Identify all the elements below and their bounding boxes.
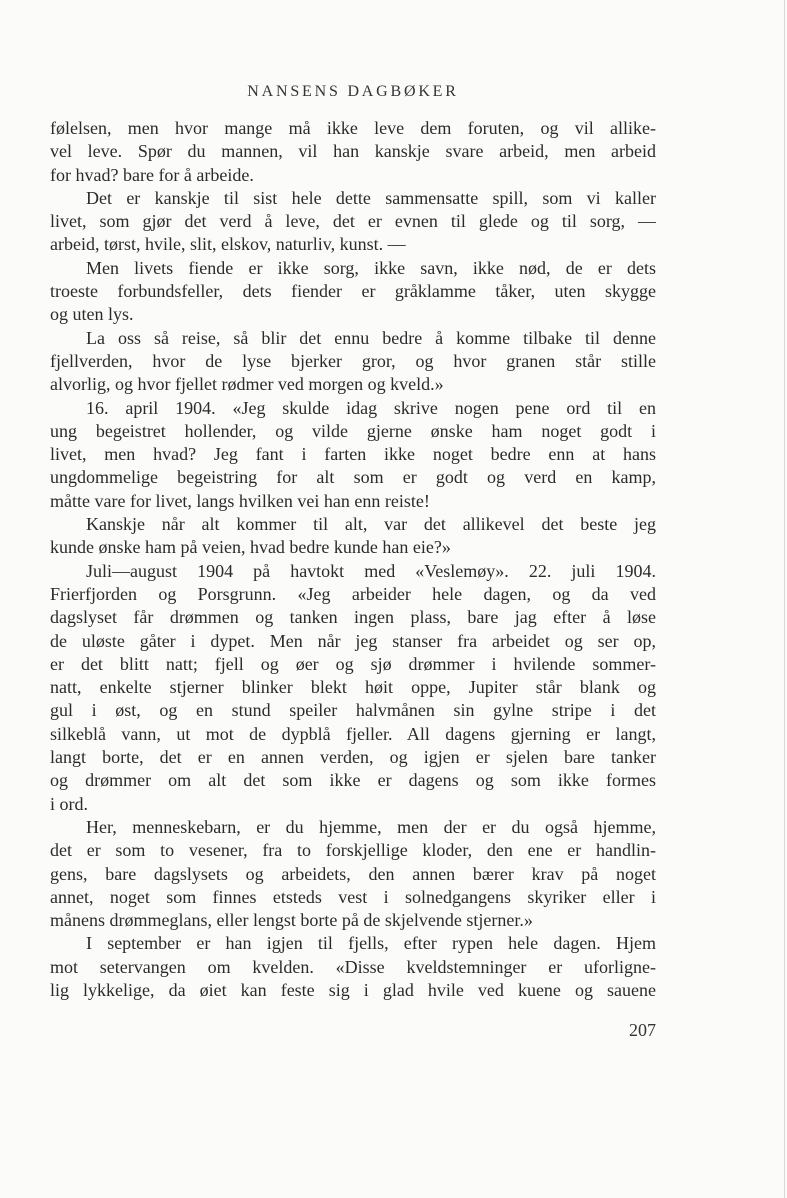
text-line: Kanskje når alt kommer til alt, var det allikevel det beste jeg	[86, 514, 656, 535]
text-line: mot setervangen om kvelden. «Disse kveldstemninger er uforligne-	[50, 956, 656, 977]
text-line: ungdommelige begeistring for alt som er godt og verd en kamp,	[50, 467, 656, 488]
text-line: er det blitt natt; fjell og øer og sjø drømmer i hvilende sommer-	[50, 653, 656, 674]
text-line: silkeblå vann, ut mot de dypblå fjeller. All dagens gjerning er langt,	[50, 723, 656, 744]
text-line: 16. april 1904. «Jeg skulde idag skrive nogen pene ord til en	[86, 397, 656, 418]
text-line: troeste forbundsfeller, dets fiender er gråklamme tåker, uten skygge	[50, 281, 656, 302]
text-line: og uten lys.	[50, 304, 134, 325]
text-line: langt borte, det er en annen verden, og igjen er sjelen bare tanker	[50, 747, 656, 768]
text-line: vel leve. Spør du mannen, vil han kanskje svare arbeid, men arbeid	[50, 141, 656, 162]
text-line: I september er han igjen til fjells, efter rypen hele dagen. Hjem	[86, 933, 656, 954]
running-title: NANSENS DAGBØKER	[247, 83, 459, 100]
text-line: og drømmer om alt det som ikke er dagens og som ikke formes	[50, 770, 656, 791]
text-line: livet, men hvad? Jeg fant i farten ikke noget bedre enn at hans	[50, 444, 656, 465]
text-line: i ord.	[50, 793, 88, 814]
text-line: annet, noget som finnes etsteds vest i solnedgangens skyriker eller i	[50, 886, 656, 907]
page-edge	[784, 0, 785, 1198]
page-number: 207	[629, 1020, 656, 1040]
text-line: Men livets fiende er ikke sorg, ikke savn, ikke nød, de er dets	[86, 257, 656, 278]
text-line: alvorlig, og hvor fjellet rødmer ved morgen og kveld.»	[50, 374, 444, 395]
text-line: Frierfjorden og Porsgrunn. «Jeg arbeider hele dagen, og da ved	[50, 583, 656, 604]
text-line: livet, som gjør det verd å leve, det er evnen til glede og til sorg, —	[50, 211, 656, 232]
text-line: dagslyset får drømmen og tanken ingen plass, bare jag efter å løse	[50, 607, 656, 628]
text-line: Juli—august 1904 på havtokt med «Veslemøy». 22. juli 1904.	[86, 560, 656, 581]
text-line: Det er kanskje til sist hele dette sammensatte spill, som vi kaller	[86, 187, 656, 208]
text-line: det er som to vesener, fra to forskjellige kloder, den ene er handlin-	[50, 840, 656, 861]
text-line: de uløste gåter i dypet. Men når jeg stanser fra arbeidet og ser op,	[50, 630, 656, 651]
text-line: måtte vare for livet, langs hvilken vei han enn reiste!	[50, 490, 430, 511]
text-line: arbeid, tørst, hvile, slit, elskov, naturliv, kunst. —	[50, 234, 406, 255]
text-line: gens, bare dagslysets og arbeidets, den annen bærer krav på noget	[50, 863, 656, 884]
text-line: gul i øst, og en stund speiler halvmånen sin gylne stripe i det	[50, 700, 656, 721]
text-line: for hvad? bare for å arbeide.	[50, 164, 254, 185]
text-line: ung begeistret hollender, og vilde gjerne ønske ham noget godt i	[50, 420, 656, 441]
text-line: følelsen, men hvor mange må ikke leve dem foruten, og vil allike-	[50, 118, 656, 138]
text-line: månens drømmeglans, eller lengst borte på de skjelvende stjerner.»	[50, 910, 533, 931]
text-line: fjellverden, hvor de lyse bjerker gror, og hvor granen står stille	[50, 350, 656, 371]
text-line: natt, enkelte stjerner blinker blekt høit oppe, Jupiter står blank og	[50, 677, 656, 698]
text-line: Her, menneskebarn, er du hjemme, men der er du også hjemme,	[86, 816, 656, 837]
text-line: lig lykkelige, da øiet kan feste sig i glad hvile ved kuene og sauene	[50, 979, 656, 1000]
body-text	[50, 117, 656, 1002]
text-line: La oss så reise, så blir det ennu bedre å komme tilbake til denne	[86, 327, 656, 348]
text-line: kunde ønske ham på veien, hvad bedre kunde han eie?»	[50, 537, 451, 558]
